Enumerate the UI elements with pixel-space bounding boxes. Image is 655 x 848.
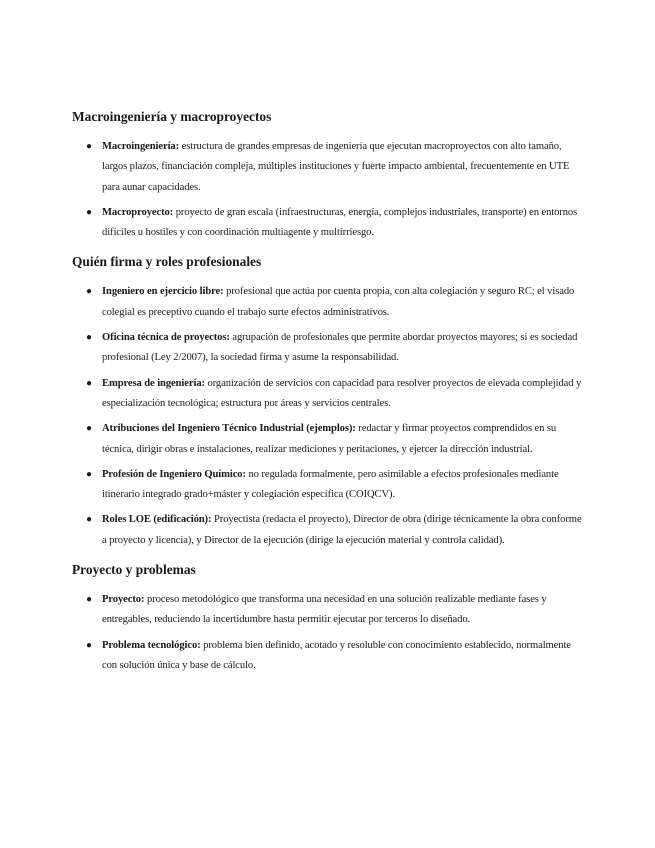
section-roles-profesionales — [72, 253, 584, 551]
section-heading: Proyecto y problemas — [72, 562, 196, 578]
section-heading: Quién firma y roles profesionales — [72, 254, 262, 270]
item-text: profesional que actúa por cuenta propia, con alta colegiación y seguro RC; el visado colegial es preceptivo cuando el trabajo surte efectos administrativos. — [102, 286, 575, 318]
item-text: redactar y firmar proyectos comprendidos en su técnica, dirigir obras e instalaciones, realizar mediciones y peritaciones, y ejercer la dirección industrial. — [102, 423, 557, 455]
item-text: estructura de grandes empresas de ingeniería que ejecutan macroproyectos con alto tamaño, largos plazos, financiación compleja, múltiples instituciones y fuerte impacto ambiental, frecuentemente en UTE para aunar capacidades. — [102, 141, 570, 193]
bullet-list — [72, 282, 584, 551]
item-text: Proyectista (redacta el proyecto), Director de obra (dirige técnicamente la obra conforme a proyecto y licencia), y Director de la ejecución (dirige la ejecución material y controla calidad). — [102, 514, 582, 546]
item-term: Empresa de ingeniería: — [102, 377, 205, 389]
item-term: Macroingeniería: — [102, 141, 180, 152]
list-item — [72, 203, 584, 244]
section-proyecto-problemas — [72, 561, 584, 676]
bullet-icon: ● — [86, 514, 92, 526]
item-term: Proyecto: — [102, 594, 145, 606]
item-term: Macroproyecto: — [102, 206, 174, 218]
item-term: Problema tecnológico: — [102, 639, 201, 651]
list-item — [72, 419, 584, 460]
bullet-icon: ● — [86, 594, 92, 606]
bullet-icon: ● — [86, 206, 92, 218]
list-item — [72, 590, 584, 631]
document-page — [72, 108, 584, 681]
list-item — [72, 465, 584, 506]
list-item — [72, 137, 584, 198]
bullet-icon: ● — [86, 141, 92, 152]
list-item — [72, 282, 584, 323]
item-text: agrupación de profesionales que permite abordar proyectos mayores; si es sociedad profesional (Ley 2/2007), la sociedad firma y asume la responsabilidad. — [102, 332, 578, 364]
item-text: organización de servicios con capacidad para resolver proyectos de elevada complejidad y especialización tecnológica; estructura por áreas y servicios centrales. — [102, 377, 582, 409]
bullet-icon: ● — [86, 639, 92, 651]
bullet-icon: ● — [86, 377, 92, 389]
item-term: Profesión de Ingeniero Químico: — [102, 468, 246, 480]
list-item — [72, 328, 584, 369]
item-text: proceso metodológico que transforma una necesidad en una solución realizable mediante fases y entregables, reduciendo la incertidumbre hasta permitir ejecutar por terceros lo diseñado. — [102, 594, 547, 626]
item-text: proyecto de gran escala (infraestructuras, energía, complejos industriales, transporte) en entornos difíciles u hostiles y con coordinación multiagente y multirriesgo. — [102, 206, 578, 239]
bullet-list — [72, 137, 584, 243]
bullet-icon: ● — [86, 423, 92, 435]
item-text: no regulada formalmente, pero asimilable a efectos profesionales mediante itinerario integrado grado+máster y colegiación específica (COIQCV). — [102, 468, 559, 501]
item-term: Ingeniero en ejercicio libre: — [102, 286, 224, 298]
item-term: Roles LOE (edificación): — [102, 514, 212, 526]
bullet-icon: ● — [86, 286, 92, 298]
list-item — [72, 510, 584, 551]
bullet-list — [72, 590, 584, 676]
list-item — [72, 636, 584, 677]
section-macroingenieria — [72, 108, 584, 243]
item-term: Oficina técnica de proyectos: — [102, 332, 230, 344]
item-term: Atribuciones del Ingeniero Técnico Industrial (ejemplos): — [102, 423, 356, 435]
section-heading: Macroingeniería y macroproyectos — [72, 109, 272, 124]
list-item — [72, 374, 584, 415]
bullet-icon: ● — [86, 332, 92, 344]
bullet-icon: ● — [86, 468, 92, 480]
item-text: problema bien definido, acotado y resoluble con conocimiento establecido, normalmente con solución única y base de cálculo. — [102, 639, 571, 671]
